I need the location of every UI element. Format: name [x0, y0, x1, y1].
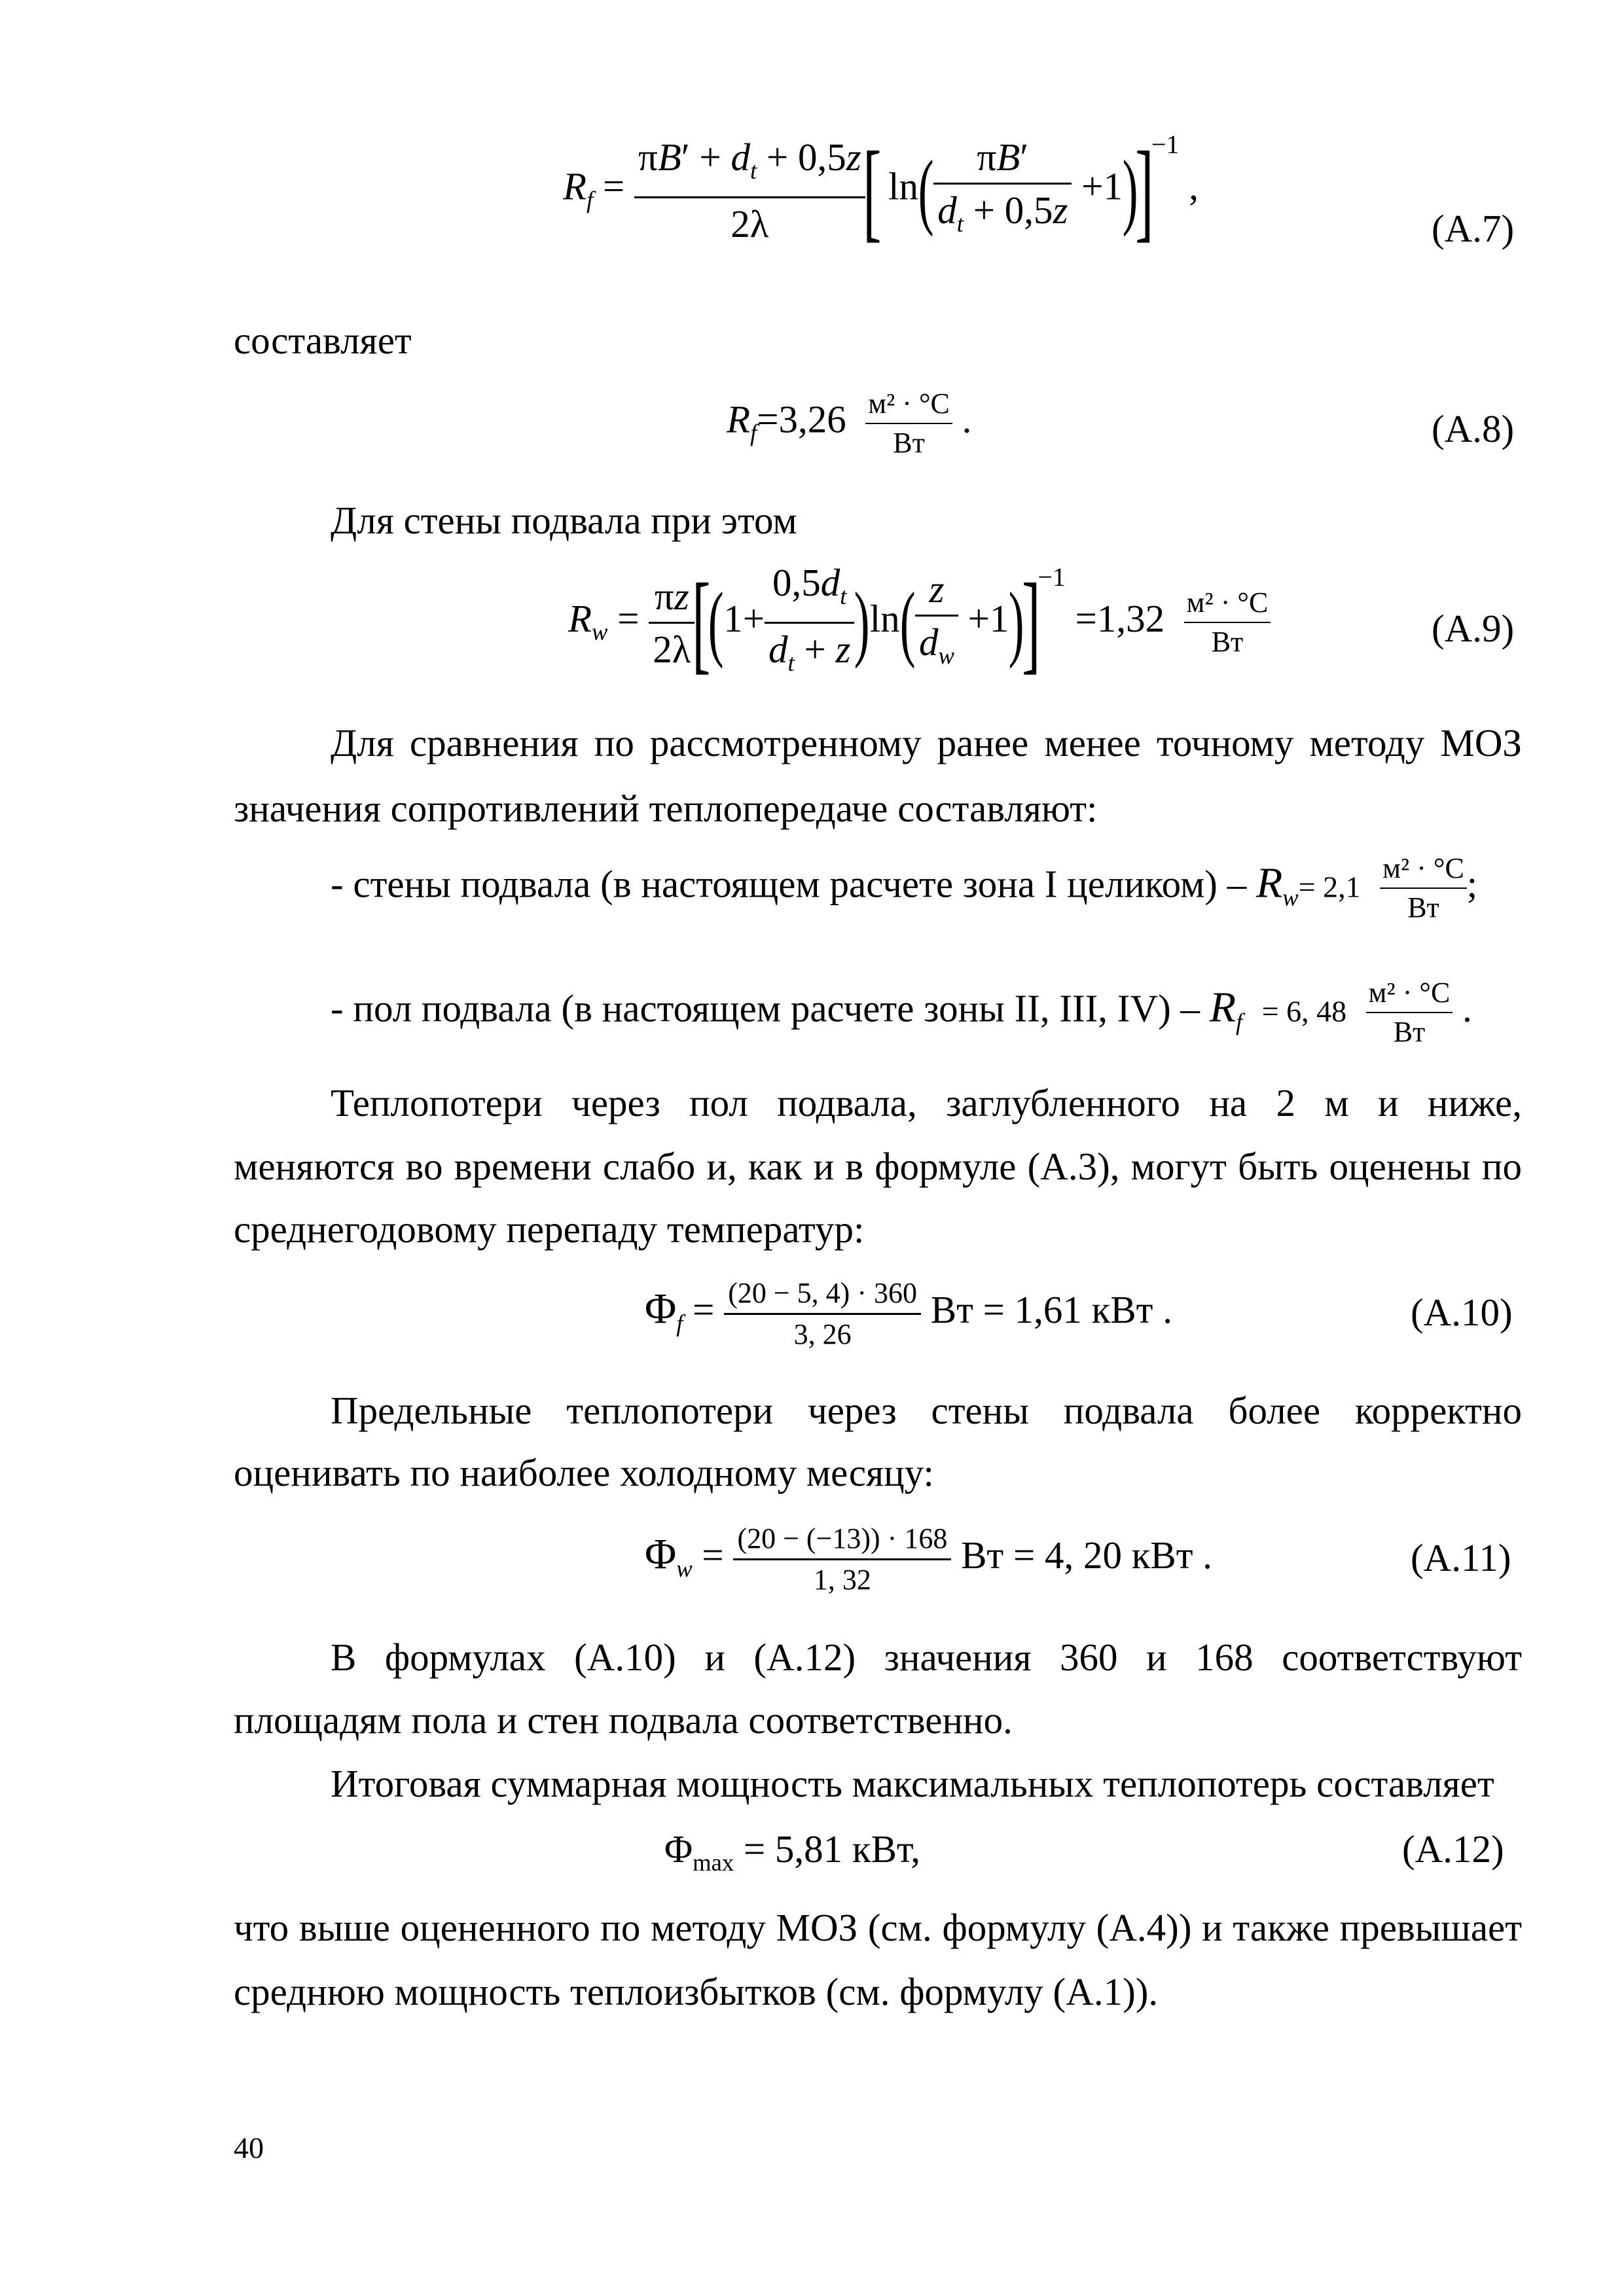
equation-label-a10: (А.10) [1411, 1291, 1513, 1334]
paragraph-text: Итоговая суммарная мощность максимальных теплопотерь составляет [331, 1762, 1494, 1805]
equation-label-a8: (А.8) [1432, 407, 1515, 450]
equation-a11: $\Phi_w$ = $\frac{(20 - (-13)) \cdot 168}{1, 32}$ Вт = 4, 20 кВт . [645, 1522, 1213, 1596]
equation-a8: $R_f=3,26$ $\frac{\text{м² · °С}}{Вт}$ . [727, 387, 972, 459]
paragraph-text: Для сравнения по рассмотренному ранее менее точному методу МОЗ [331, 721, 1522, 764]
equation-label-a9: (А.9) [1432, 607, 1515, 650]
equation-a10: $\Phi_f$ = $\frac{(20 - 5, 4) \cdot 360}{3, 26}$ Вт = 1,61 кВт . [645, 1277, 1172, 1350]
equation-label-a12: (А.12) [1402, 1827, 1504, 1871]
paragraph-text: В формулах (А.10) и (А.12) значения 360 и 168 соответствуют [331, 1636, 1522, 1679]
paragraph-text: оценивать по наиболее холодному месяцу: [234, 1451, 934, 1494]
equation-label-a11: (А.11) [1411, 1536, 1511, 1579]
paragraph-text: Теплопотери через пол подвала, заглубленного на 2 м и ниже, [331, 1081, 1522, 1124]
paragraph-text: меняются во времени слабо и, как и в формуле (А.3), могут быть оценены по [234, 1145, 1522, 1188]
equation-a9: $R_w$ = $\frac{\pi z}{2\lambda}$ [(1+ $\frac{0,5d_t}{d_t + z}$ )ln( $\frac{z}{d_w}$ +1)]$^{-1}$ =1,32 $\frac{\text{м² · °С}}{Вт}$ [568, 560, 1271, 686]
paragraph-text: Для стены подвала при этом [331, 499, 797, 542]
paragraph-text: что выше оцененного по методу МОЗ (см. формулу (А.4)) и также превышает [234, 1906, 1522, 1949]
page-number: 40 [234, 2131, 264, 2164]
paragraph-text: среднегодовому перепаду температур: [234, 1208, 865, 1251]
list-item: - стены подвала (в настоящем расчете зона I целиком) – $R_w= 2,1$ $\frac{\text{м² · °С}}{Вт}$ ; [331, 852, 1478, 924]
paragraph-text: среднюю мощность теплоизбытков (см. формулу (А.1)). [234, 1970, 1159, 2013]
paragraph-text: площадям пола и стен подвала соответственно. [234, 1698, 1013, 1742]
paragraph-text: значения сопротивлений теплопередаче составляют: [234, 787, 1098, 830]
list-item: - пол подвала (в настоящем расчете зоны II, III, $IV) - R_f = 6$, 48 $\frac{\text{м² · °С}}{Вт}$ . [331, 977, 1472, 1048]
equation-label-a7: (А.7) [1432, 207, 1515, 250]
equation-a7: $R_f$ = $\frac{\pi B' + d_t + 0,5z}{2\lambda}$ [ ln( $\frac{\pi B'}{d_t + 0,5z}$ +1)]$^{-1}$ , [563, 128, 1199, 252]
paragraph-text: составляет [234, 319, 412, 362]
equation-a12: $\Phi_{max} = 5,81$ кВт, [664, 1827, 921, 1876]
paragraph-text: Предельные теплопотери через стены подвала более корректно [331, 1389, 1522, 1432]
